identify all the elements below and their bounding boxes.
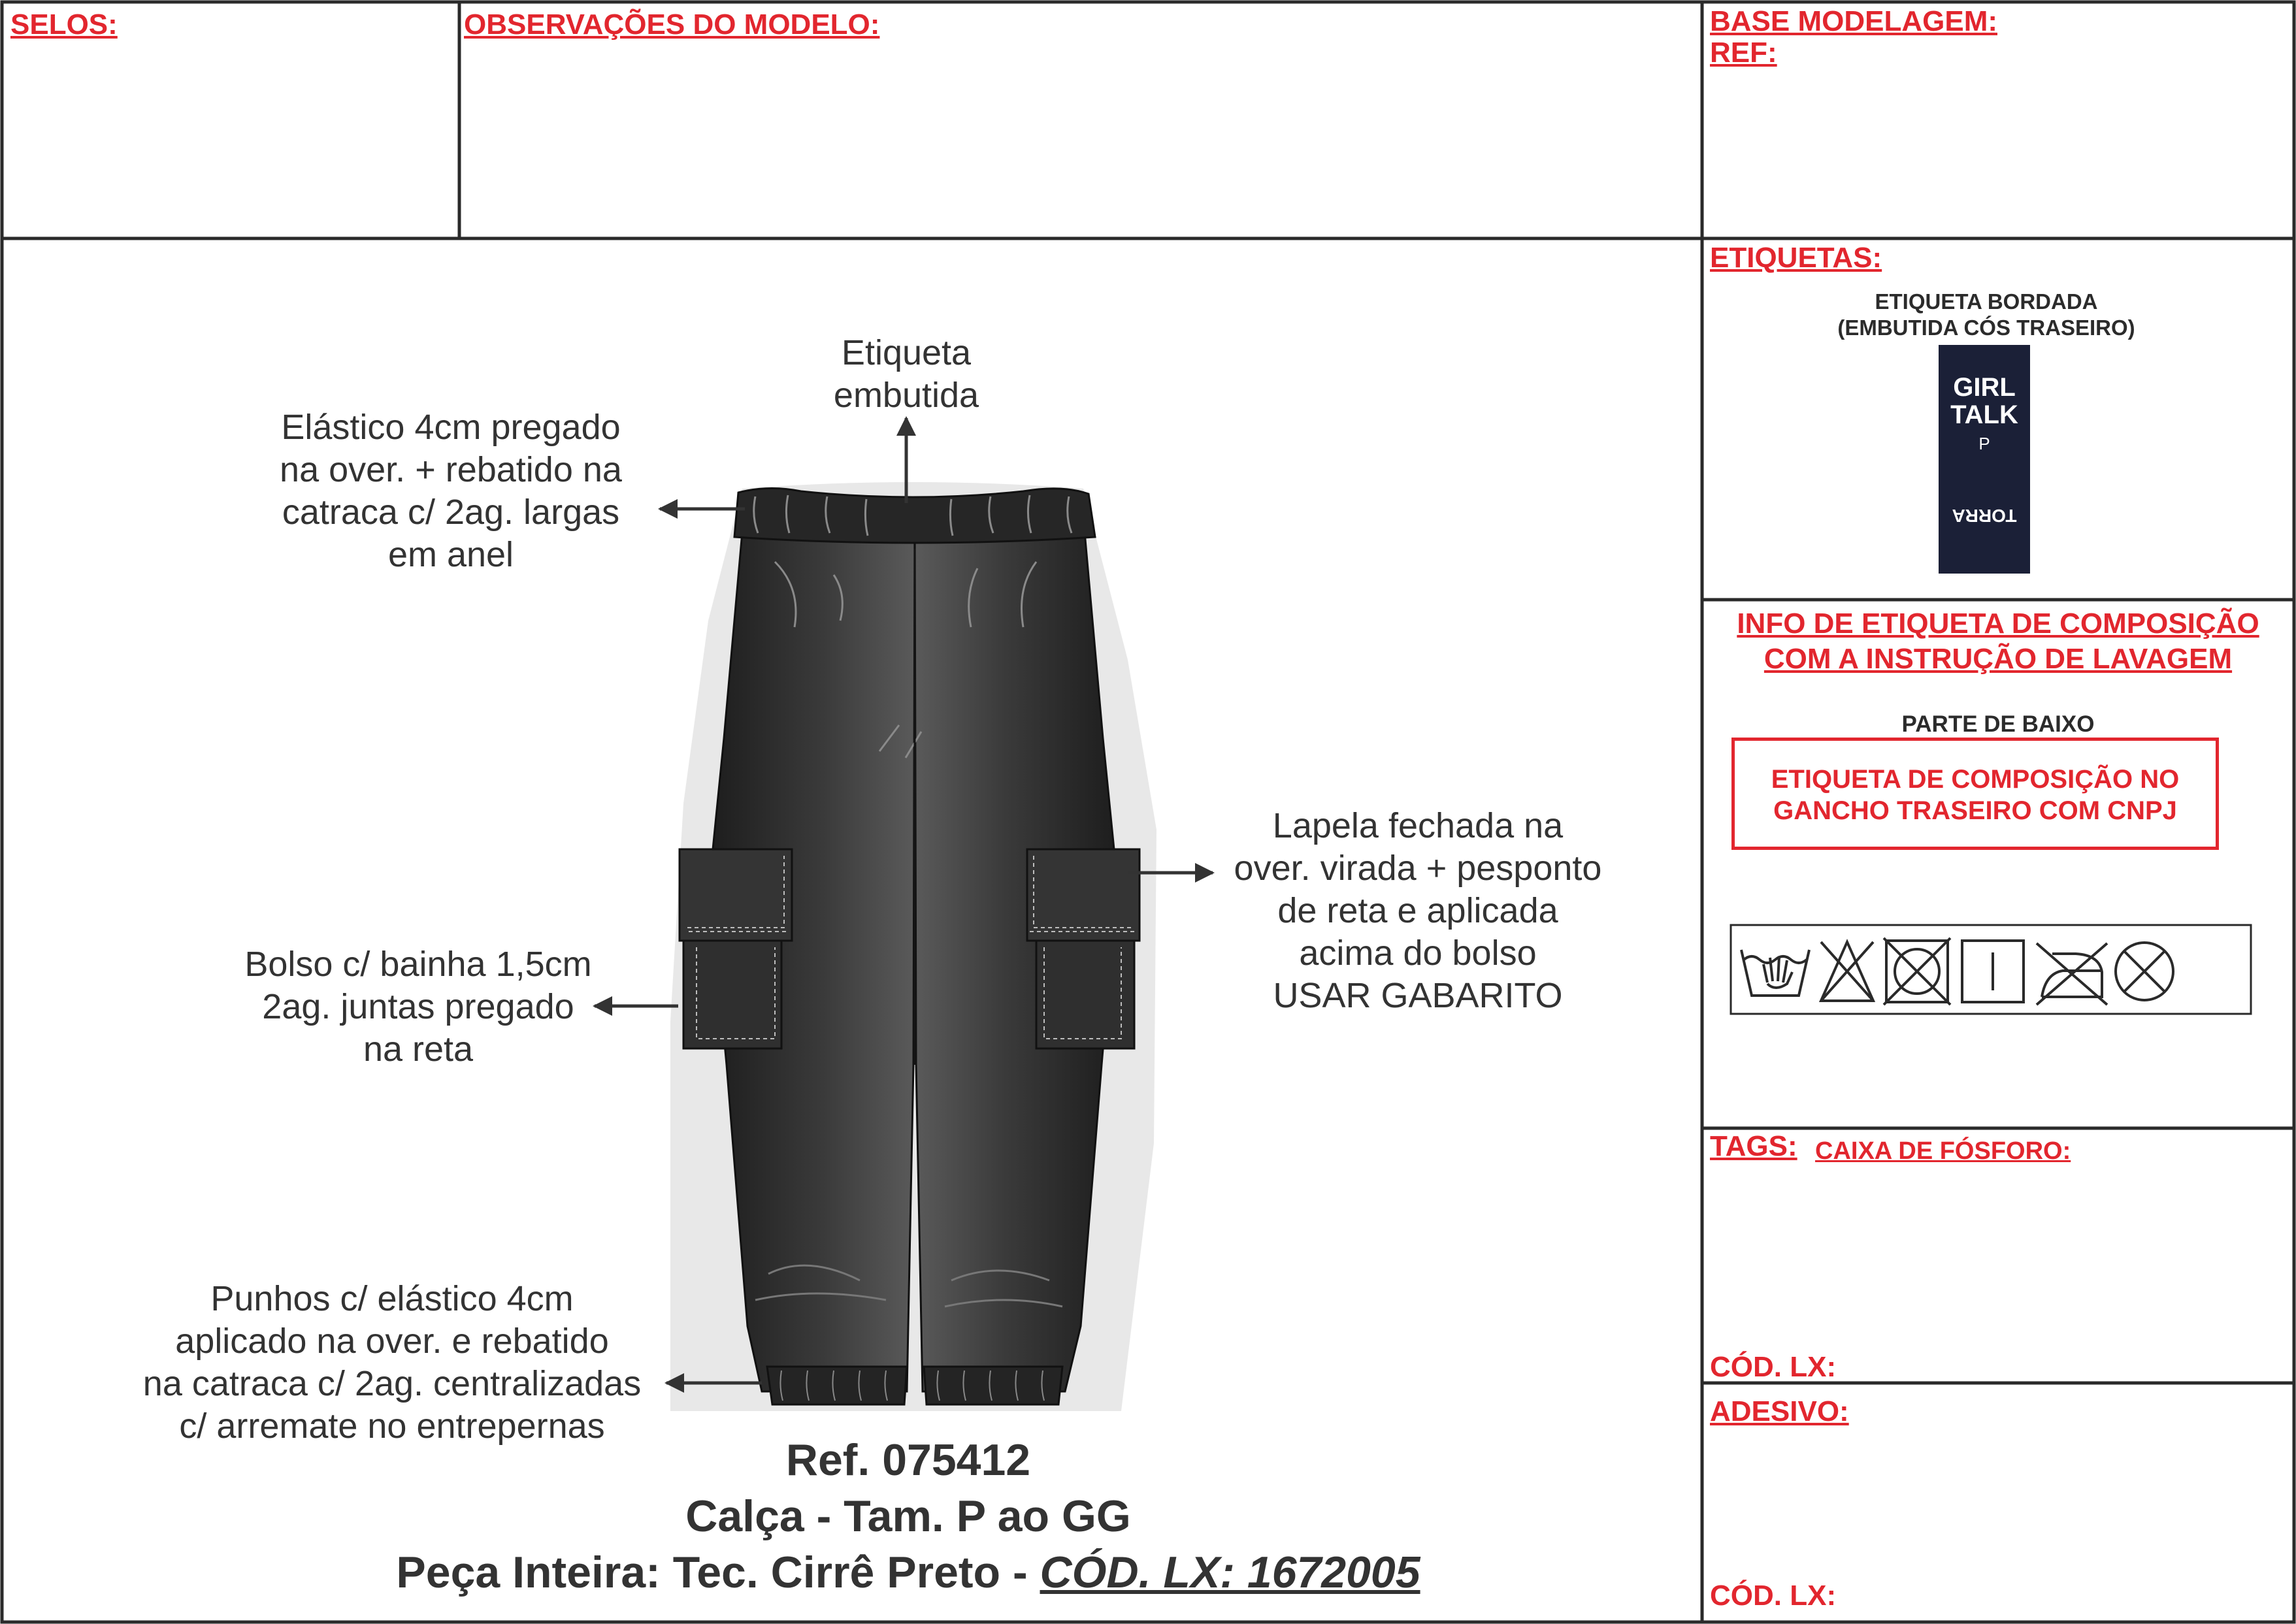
brand-size: P [1978,434,1990,453]
note-etiqueta: Etiqueta embutida [833,333,979,415]
base-modelagem-label: BASE MODELAGEM: [1710,5,1997,37]
brand-line2: TALK [1950,400,2018,429]
no-tumble-dry-icon [1884,938,1950,1005]
product-title: Calça - Tam. P ao GG [685,1491,1131,1541]
note-elastico: Elástico 4cm pregado na over. + rebatido na catraca c/ 2ag. largas em anel [280,408,622,574]
info-composicao-line1: INFO DE ETIQUETA DE COMPOSIÇÃO [1737,608,2259,640]
material-prefix: Peça Inteira: Tec. Cirrê Preto - [396,1548,1040,1597]
material-line [261,1544,1555,1600]
note-bolso: Bolso c/ bainha 1,5cm 2ag. juntas pregado na reta [244,945,592,1069]
pants-illustration [670,477,1157,1411]
info-composicao-line2: COM A INSTRUÇÃO DE LAVAGEM [1763,643,2233,675]
cod-lx-tags-label: CÓD. LX: [1710,1351,1837,1383]
tags-label: TAGS: [1710,1130,1797,1162]
composicao-box-line2: GANCHO TRASEIRO COM CNPJ [1773,796,2177,825]
right-cargo-pocket [1027,849,1140,1048]
selos-label: SELOS: [10,8,118,41]
etiqueta-bordada-line2: (EMBUTIDA CÓS TRASEIRO) [1837,316,2135,340]
brand-line1: GIRL [1953,373,2016,402]
left-cargo-pocket [680,849,792,1048]
etiqueta-bordada-line1: ETIQUETA BORDADA [1875,289,2098,314]
etiquetas-label: ETIQUETAS: [1710,242,1882,274]
note-punhos: Punhos c/ elástico 4cm aplicado na over. e rebatido na catraca c/ 2ag. centralizadas c/ arremate no entrepernas [142,1279,642,1446]
composicao-box-line1: ETIQUETA DE COMPOSIÇÃO NO [1771,765,2180,794]
parte-de-baixo-label: PARTE DE BAIXO [1901,711,2095,737]
caixa-fosforo-label: CAIXA DE FÓSFORO: [1815,1137,2071,1165]
note-lapela: Lapela fechada na over. virada + pesponto de reta e aplicada acima do bolso USAR GABARITO [1234,806,1602,1015]
ref-label: REF: [1710,37,1777,69]
cod-lx-adesivo-label: CÓD. LX: [1710,1580,1837,1612]
adesivo-label: ADESIVO: [1710,1395,1849,1427]
woven-brand-label [1939,345,2030,574]
material-code: CÓD. LX: 1672005 [1040,1548,1420,1597]
observacoes-label: OBSERVAÇÕES DO MODELO: [464,8,880,41]
care-symbols-strip [1730,924,2252,1015]
maker-logo-text: TORRA [1952,506,2017,526]
ref-title: Ref. 075412 [785,1435,1031,1485]
